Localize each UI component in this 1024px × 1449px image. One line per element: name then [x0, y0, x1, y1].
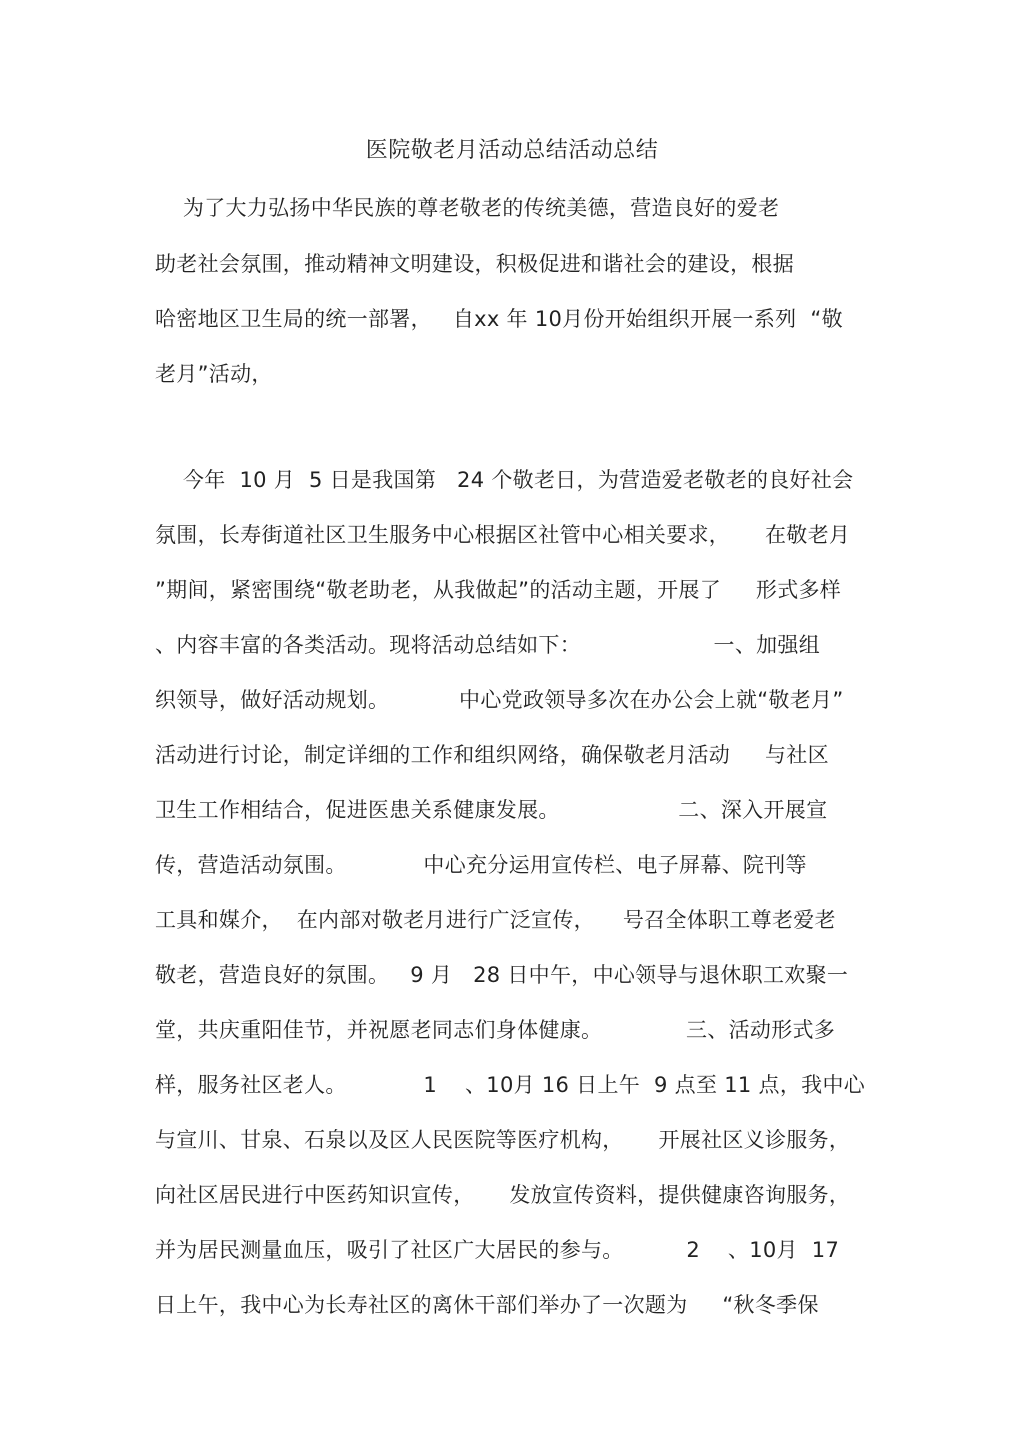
text-line: 为了大力弘扬中华民族的尊老敬老的传统美德，营造良好的爱老 — [155, 196, 780, 220]
text-line: 助老社会氛围，推动精神文明建设，积极促进和谐社会的建设，根据 — [155, 252, 794, 276]
text-line: 老月”活动， — [155, 362, 273, 386]
text-line: ”期间，紧密围绕“敬老助老，从我做起”的活动主题，开展了 形式多样 — [155, 578, 842, 602]
text-line: 向社区居民进行中医药知识宣传， 发放宣传资料，提供健康咨询服务， — [155, 1183, 851, 1207]
text-line: 堂，共庆重阳佳节，并祝愿老同志们身体健康。 三、活动形式多 — [155, 1018, 836, 1042]
text-line: 氛围，长寿街道社区卫生服务中心根据区社管中心相关要求， 在敬老月 — [155, 523, 851, 547]
text-line: 哈密地区卫生局的统一部署， 自xx 年 10月份开始组织开展一系列 “敬 — [155, 307, 843, 331]
text-line: 传，营造活动氛围。 中心充分运用宣传栏、电子屏幕、院刊等 — [155, 853, 807, 877]
document-title: 医院敬老月活动总结活动总结 — [365, 138, 659, 163]
text-line: 敬老，营造良好的氛围。 9 月 28 日中午，中心领导与退休职工欢聚一 — [155, 963, 849, 987]
text-line: 工具和媒介， 在内部对敬老月进行广泛宣传， 号召全体职工尊老爱老 — [155, 908, 836, 932]
text-line: 与宣川、甘泉、石泉以及区人民医院等医疗机构， 开展社区义诊服务， — [155, 1128, 851, 1152]
text-line: 样，服务社区老人。 1 、10月 16 日上午 9 点至 11 点，我中心 — [155, 1073, 866, 1097]
text-line: 并为居民测量血压，吸引了社区广大居民的参与。 2 、10月 17 — [155, 1238, 840, 1262]
text-line: 活动进行讨论，制定详细的工作和组织网络，确保敬老月活动 与社区 — [155, 743, 829, 767]
text-line: 卫生工作相结合，促进医患关系健康发展。 二、深入开展宣 — [155, 798, 828, 822]
text-line: 、内容丰富的各类活动。现将活动总结如下： 一、加强组 — [155, 633, 821, 657]
text-line: 日上午，我中心为长寿社区的离休干部们举办了一次题为 “秋冬季保 — [155, 1293, 819, 1317]
text-line: 今年 10 月 5 日是我国第 24 个敬老日，为营造爱老敬老的良好社会 — [155, 468, 854, 492]
text-line: 织领导，做好活动规划。 中心党政领导多次在办公会上就“敬老月” — [155, 688, 844, 712]
